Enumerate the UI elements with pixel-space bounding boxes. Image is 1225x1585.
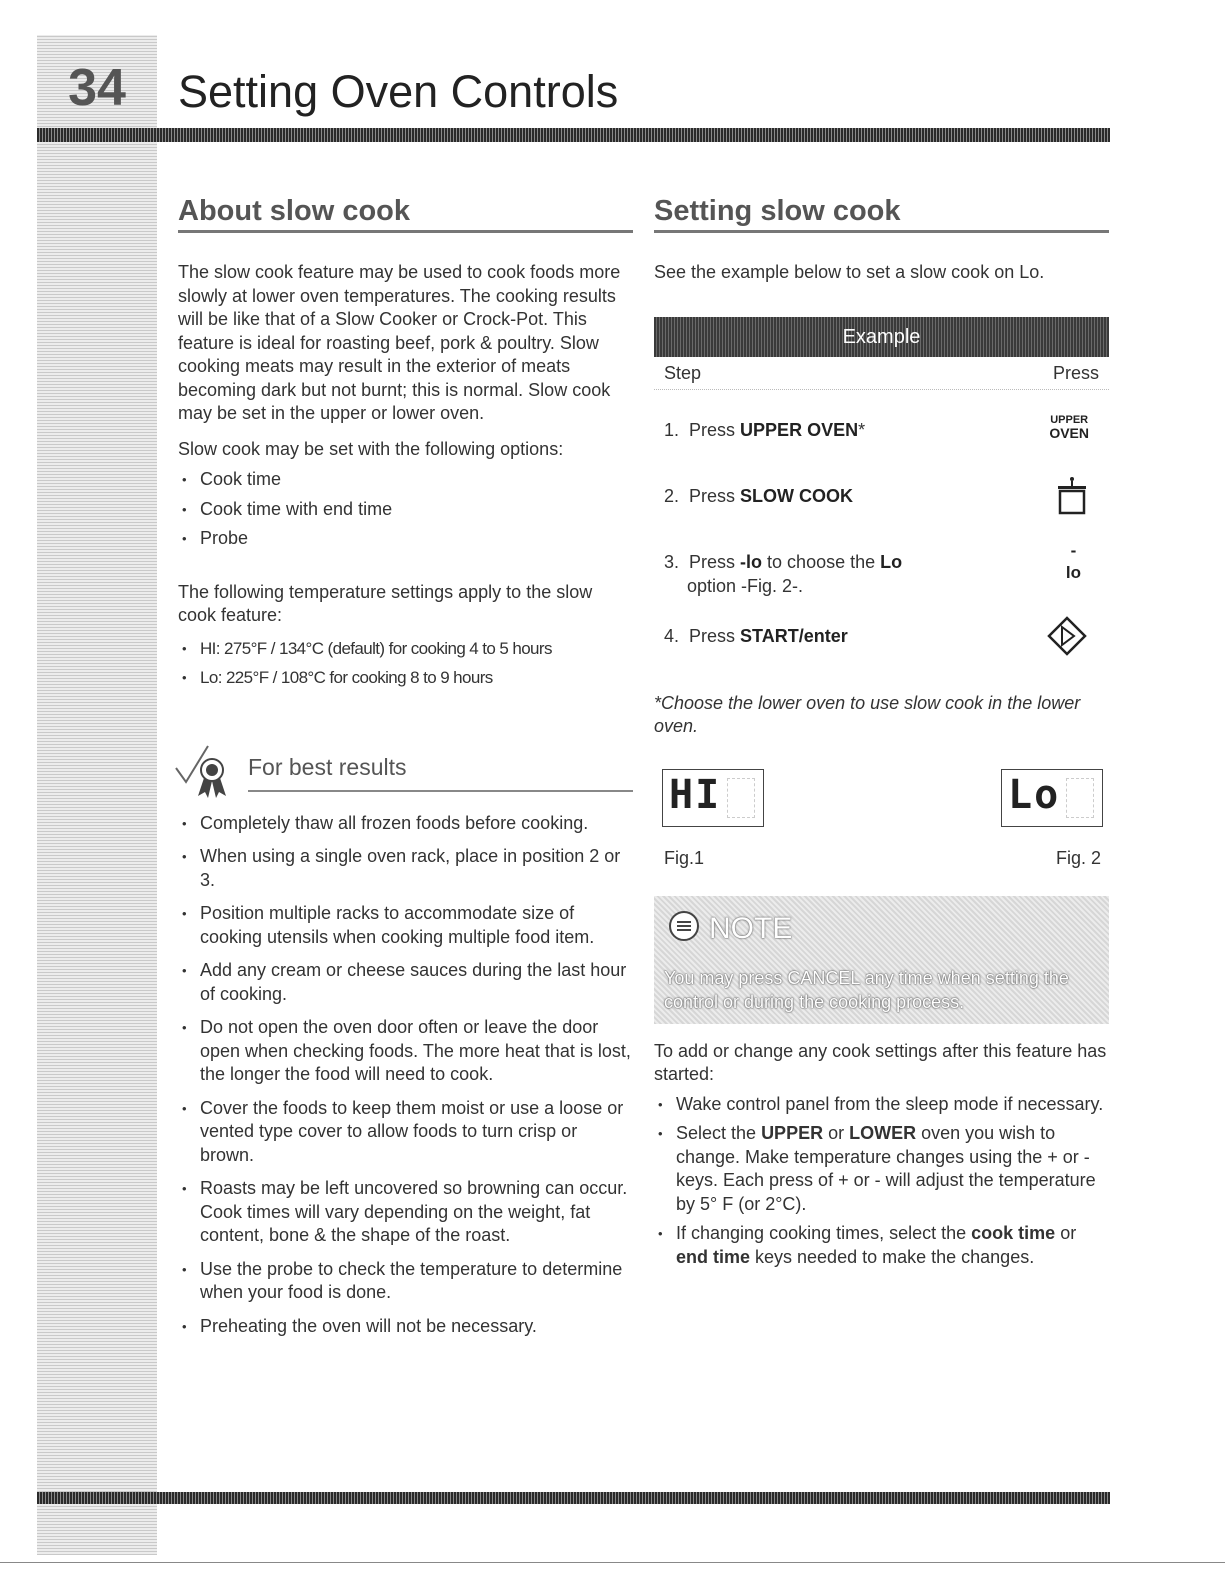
change-intro: To add or change any cook settings after this feature has started: — [654, 1040, 1107, 1084]
step-row — [654, 616, 1109, 682]
list-item: • Roasts may be left uncovered so browning can occur. Cook times will vary depending on the weight, fat content, bone & the shape of the roast. — [178, 1177, 633, 1248]
slow-cook-pot-icon — [1055, 476, 1089, 516]
best-results-title: For best results — [248, 753, 407, 780]
list-item: • Cover the foods to keep them moist or use a loose or vented type cover to allow foods to turn crisp or brown. — [178, 1097, 633, 1168]
list-item: • Completely thaw all frozen foods before cooking. — [178, 812, 633, 836]
note-title: NOTE — [709, 911, 793, 945]
about-intro: The slow cook feature may be used to cook foods more slowly at lower oven temperatures. The cooking results will be like that of a Slow Cooker or Crock-Pot. This feature is ideal for roasting beef, pork & poultry. Slow cooking meats may result in the exterior of meats becoming dark but not burnt; this is normal. Slow cook may be set in the upper or lower oven. — [178, 262, 621, 423]
note-text: You may press CANCEL any time when setting the control or during the cooking process. — [664, 967, 1069, 1012]
list-item: • Lo: 225°F / 108°C for cooking 8 to 9 hours — [178, 666, 633, 690]
bottom-rule — [37, 1492, 1110, 1504]
list-item: • Select the UPPER or LOWER oven you wish to change. Make temperature changes using the + or - keys. Each press of + or - will adjust the temperature by 5° F (or 2°C). — [654, 1122, 1109, 1216]
setting-heading: Setting slow cook — [654, 195, 1109, 233]
page-title: Setting Oven Controls — [178, 66, 619, 117]
top-rule — [37, 128, 1110, 142]
list-item: • If changing cooking times, select the cook time or end time keys needed to make the changes. — [654, 1222, 1109, 1269]
list-item: • Cook time — [178, 468, 633, 492]
note-box — [654, 896, 1109, 1024]
about-heading: About slow cook — [178, 195, 633, 233]
page-number: 34 — [68, 59, 126, 117]
list-item: • Cook time with end time — [178, 498, 633, 522]
step-text: 3. Press -lo to choose the Lo option -Fig. 2-. — [664, 551, 903, 596]
list-item: • Position multiple racks to accommodate size of cooking utensils when cooking multiple food item. — [178, 902, 633, 949]
list-item: • Preheating the oven will not be necessary. — [178, 1315, 633, 1339]
temps-intro: The following temperature settings apply to the slow cook feature: — [178, 581, 593, 625]
list-item: • Use the probe to check the temperature to determine when your food is done. — [178, 1258, 633, 1305]
fig1-display: HI — [662, 769, 764, 827]
options-list — [178, 468, 633, 551]
press-column-header: Press — [1052, 362, 1099, 383]
note-icon — [668, 910, 700, 942]
figures — [654, 739, 1109, 874]
footnote: *Choose the lower oven to use slow cook in the lower oven. — [654, 692, 1081, 736]
upper-oven-key: UPPER OVEN — [1049, 413, 1089, 441]
step-column-header: Step — [664, 362, 702, 383]
left-column — [178, 195, 633, 1338]
list-item: • Wake control panel from the sleep mode if necessary. — [654, 1093, 1109, 1117]
setting-intro: See the example below to set a slow cook on Lo. — [654, 262, 1045, 282]
step-text: 1. Press UPPER OVEN* — [664, 419, 866, 440]
temps-list — [178, 637, 633, 690]
list-item: • HI: 275°F / 134°C (default) for cooking 4 to 5 hours — [178, 637, 633, 661]
page-edge-line — [0, 1562, 1225, 1563]
list-item: • When using a single oven rack, place in position 2 or 3. — [178, 845, 633, 892]
options-intro: Slow cook may be set with the following options: — [178, 438, 564, 459]
start-diamond-icon — [1047, 616, 1087, 656]
example-header — [654, 357, 1109, 390]
step-row — [654, 536, 1109, 616]
list-item: • Do not open the oven door often or leave the door open when checking foods. The more heat that is lost, the longer the food will need to cook. — [178, 1016, 633, 1087]
best-results-rule — [248, 790, 633, 792]
fig1-label: Fig.1 — [664, 847, 705, 868]
step-row — [654, 470, 1109, 536]
best-results-header — [178, 746, 633, 796]
page-sidebar — [37, 35, 157, 1555]
award-ribbon-icon — [172, 738, 236, 802]
step-text: 4. Press START/enter — [664, 625, 848, 646]
best-results-list — [178, 812, 633, 1339]
example-bar: Example — [654, 317, 1109, 357]
lo-key: - lo — [1065, 540, 1081, 582]
right-column — [654, 195, 1109, 1269]
step-row — [654, 404, 1109, 470]
fig2-display: Lo — [1001, 769, 1103, 827]
step-text: 2. Press SLOW COOK — [664, 485, 854, 506]
change-list — [654, 1093, 1109, 1270]
fig2-label: Fig. 2 — [1055, 847, 1101, 868]
list-item: • Probe — [178, 527, 633, 551]
list-item: • Add any cream or cheese sauces during the last hour of cooking. — [178, 959, 633, 1006]
